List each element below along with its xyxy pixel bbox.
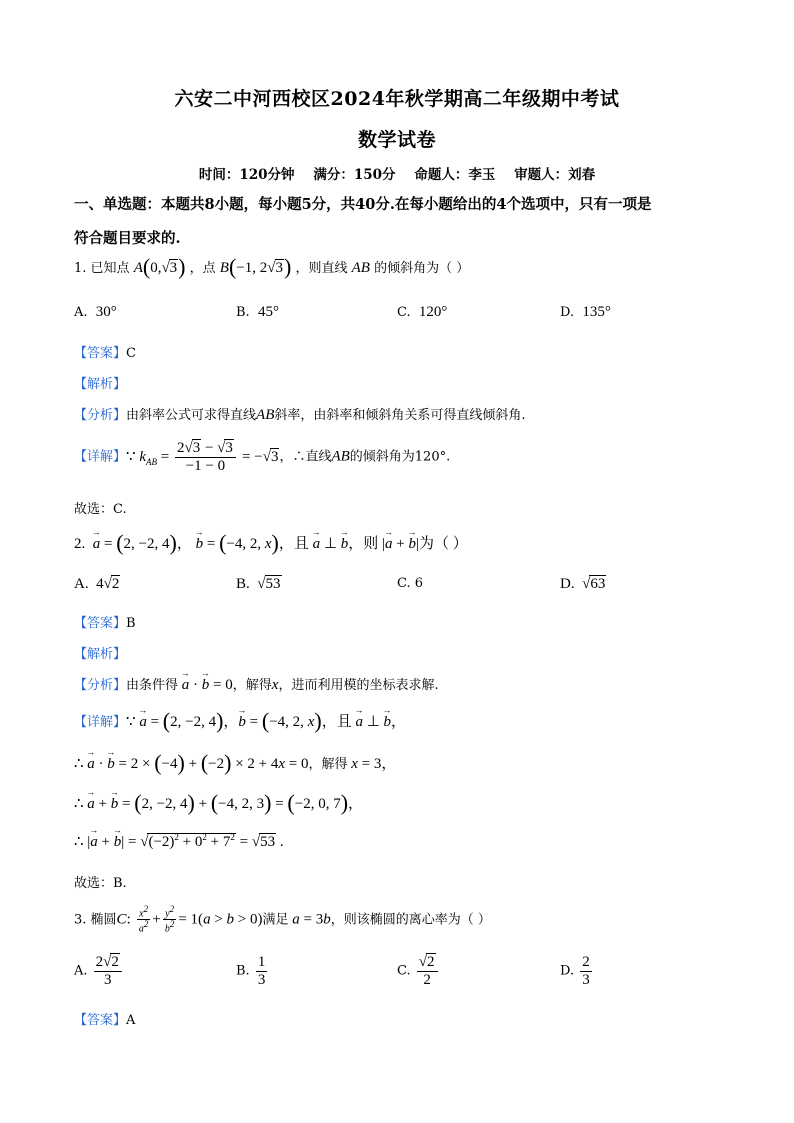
q1-tail: ，则直线 xyxy=(295,261,348,276)
q1-tail2: 的倾斜角为（ ） xyxy=(374,261,470,276)
q2-detail-1: 【详解】∵ → a = (2, −2, 4)，→ b = (−4, 2, x)，且 → a ⊥ → b， xyxy=(74,710,406,732)
q2-analysis: 【分析】由条件得 → a · → b = 0，解得x，进而利用模的坐标表求解. xyxy=(74,674,439,694)
q3-option-b[interactable]: B. $\frac{1}{3}$ xyxy=(236,954,266,988)
q1-conclusion: 故选：C. xyxy=(74,502,127,517)
section-heading: 一、单选题：本题共8小题，每小题5分，共40分.在每小题给出的4个选项中，只有一项是 xyxy=(74,196,652,213)
question-1-stem xyxy=(74,256,469,278)
q2-option-b[interactable]: B. √53 xyxy=(236,576,281,592)
exam-subtitle: 数学试卷 xyxy=(357,129,436,151)
q3-answer: 【答案】A xyxy=(74,1013,136,1028)
q3-option-d[interactable]: D. $\frac{2}{3}$ xyxy=(560,954,590,988)
exam-title: 六安二中河西校区2024年秋学期高二年级期中考试 xyxy=(174,88,620,110)
q2-option-a[interactable]: A. 4√2 xyxy=(74,576,120,592)
q1-jiexi-tag: 【解析】 xyxy=(74,377,127,392)
q1-detail: 【详解】∵ $k_{AB}$ = $\frac{2√3 - √3}{-1 - 0}$ = −√3，∴直线AB的倾斜角为120°. xyxy=(74,440,451,474)
q1-line-ab: AB xyxy=(351,260,370,276)
q1-prefix: 1. 已知点 xyxy=(74,261,130,276)
q2-detail-4: ∴ |→ a + → $b| = √(-2)^2 + 0^2 + 7^2 = √53$ . xyxy=(74,832,284,851)
q1-option-d[interactable]: D. 135° xyxy=(560,304,611,320)
question-3-stem: 3. 椭圆C: $\frac{x^2}{a^2}$ + $\frac{y^2}{b^2}$ = 1(a > b > 0)满足 a = 3b，则该椭圆的离心率为（ ） xyxy=(74,904,491,935)
q2-answer: 【答案】B xyxy=(74,616,136,631)
question-2-stem: 2. → a = (2, −2, 4)， → b = (−4, 2, x)，且 → a ⊥ → b，则 |→ a + → b|为（ ） xyxy=(74,532,468,554)
q1-option-c[interactable]: C. 120° xyxy=(397,304,448,320)
q1-option-a[interactable]: A. 30° xyxy=(74,304,117,320)
q2-option-c[interactable]: C. 6 xyxy=(397,576,424,591)
q3-option-a[interactable]: A. $\frac{2√2}{3}$ xyxy=(74,954,124,988)
q1-point-b: B(−1, 2√3) xyxy=(219,254,292,279)
section-heading-cont: 符合题目要求的. xyxy=(74,230,181,247)
q2-jiexi-tag: 【解析】 xyxy=(74,647,127,662)
q1-mid: ，点 xyxy=(189,261,216,276)
q1-answer: 【答案】C xyxy=(74,346,136,361)
q2-conclusion: 故选：B. xyxy=(74,876,127,891)
q1-analysis: 【分析】由斜率公式可求得直线AB斜率，由斜率和倾斜角关系可得直线倾斜角. xyxy=(74,407,526,423)
q2-detail-3: ∴ → a + → b = (2, −2, 4) + (−4, 2, 3) = (−2, 0, 7)， xyxy=(74,792,363,814)
q1-point-a: A(0,√3) xyxy=(133,254,186,279)
q2-detail-2: ∴ → a · → b = 2 × (−4) + (−2) × 2 + 4x = 0，解得 x = 3， xyxy=(74,752,396,774)
q3-option-c[interactable]: C. $\frac{√2}{2}$ xyxy=(397,954,440,988)
exam-meta: 时间：120分钟 满分：150分 命题人：李玉 审题人：刘春 xyxy=(198,167,596,183)
q1-option-b[interactable]: B. 45° xyxy=(236,304,279,320)
q2-option-d[interactable]: D. √63 xyxy=(560,576,606,592)
